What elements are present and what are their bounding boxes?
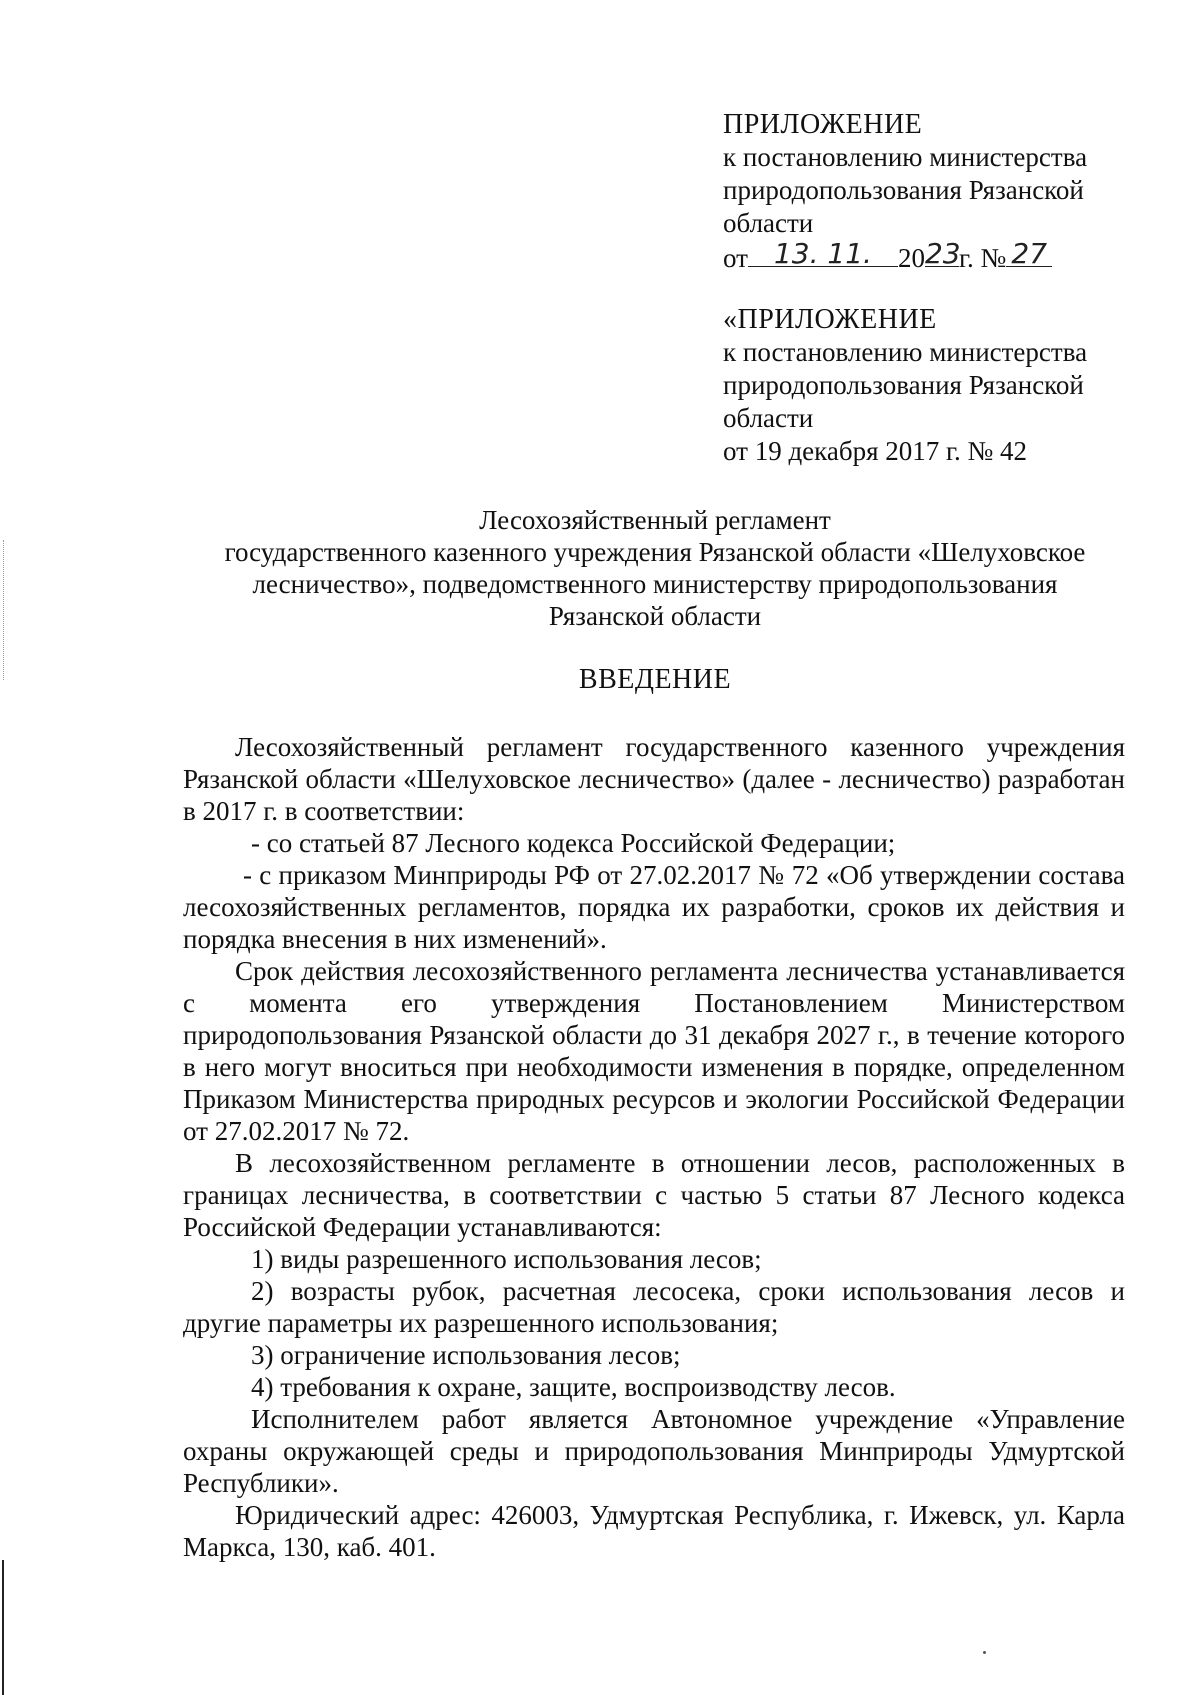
title-line: Лесохозяйственный регламент <box>479 505 831 535</box>
document-body <box>183 731 1125 1563</box>
date-blank <box>748 237 898 270</box>
year-blank <box>924 237 961 270</box>
approval-date-line <box>723 237 1163 275</box>
scan-artifact <box>3 540 5 680</box>
handwritten-date: 13. 11. <box>773 237 872 270</box>
approval-line: области <box>723 403 814 433</box>
numbered-item: 1) виды разрешенного использования лесов; <box>251 1244 762 1274</box>
title-line: лесничество», подведомственного министерству природопользования <box>252 569 1058 599</box>
approval-block-original <box>723 303 1163 468</box>
approval-line: к постановлению министерства <box>723 142 1088 172</box>
numbered-item: 3) ограничение использования лесов; <box>251 1340 681 1370</box>
approval-line: к постановлению министерства <box>723 337 1088 367</box>
year-tail: г. № <box>958 243 1007 273</box>
scan-edge <box>2 1560 4 1695</box>
approval-block-current <box>723 108 1163 275</box>
list-item: - со статьей 87 Лесного кодекса Российской Федерации; <box>251 828 896 858</box>
approval-heading: ПРИЛОЖЕНИЕ <box>723 109 923 140</box>
numbered-item: 4) требования к охране, защите, воспроизводству лесов. <box>251 1372 896 1402</box>
paragraph: Лесохозяйственный регламент государственного казенного учреждения Рязанской области «Шелуховское лесничество» (далее - лесничество) разработан в 2017 г. в соответствии: <box>183 732 1125 826</box>
approval-line: природопользования Рязанской <box>723 175 1084 205</box>
scan-speck <box>983 1651 986 1654</box>
date-prefix: от <box>723 243 748 273</box>
title-line: Рязанской области <box>548 601 762 631</box>
approval-heading: «ПРИЛОЖЕНИЕ <box>723 304 937 335</box>
number-blank <box>1006 237 1052 270</box>
handwritten-number: 27 <box>1011 237 1048 270</box>
approval-line: от 19 декабря 2017 г. № 42 <box>723 436 1028 466</box>
handwritten-year: 23 <box>924 237 961 270</box>
approval-line: природопользования Рязанской <box>723 370 1084 400</box>
paragraph: Исполнителем работ является Автономное учреждение «Управление охраны окружающей среды и природопользования Минприроды Удмуртской Республики». <box>183 1404 1125 1498</box>
title-line: государственного казенного учреждения Рязанской области «Шелуховское <box>224 537 1086 567</box>
paragraph: Юридический адрес: 426003, Удмуртская Республика, г. Ижевск, ул. Карла Маркса, 130, каб. 401. <box>183 1500 1125 1562</box>
year-prefix: 20 <box>897 243 925 273</box>
paragraph: Срок действия лесохозяйственного регламента лесничества устанавливается с момента его утверждения Постановлением Министерством природопользования Рязанской области до 31 декабря 2027 г., в течение которого в него могут вноситься при необходимости изменения в порядке, определенном Приказом Министерства природных ресурсов и экологии Российской Федерации от 27.02.2017 № 72. <box>183 956 1125 1146</box>
document-title <box>120 504 1190 632</box>
list-item: - с приказом Минприроды РФ от 27.02.2017 № 72 «Об утверждении состава лесохозяйственных регламентов, порядка их разработки, сроков их действия и порядка внесения в них изменений». <box>183 860 1125 954</box>
numbered-item: 2) возрасты рубок, расчетная лесосека, сроки использования лесов и другие параметры их разрешенного использования; <box>183 1276 1125 1338</box>
paragraph: В лесохозяйственном регламенте в отношении лесов, расположенных в границах лесничества, в соответствии с частью 5 статьи 87 Лесного кодекса Российской Федерации устанавливаются: <box>183 1148 1125 1242</box>
approval-line: области <box>723 208 814 238</box>
section-heading: ВВЕДЕНИЕ <box>578 664 732 695</box>
